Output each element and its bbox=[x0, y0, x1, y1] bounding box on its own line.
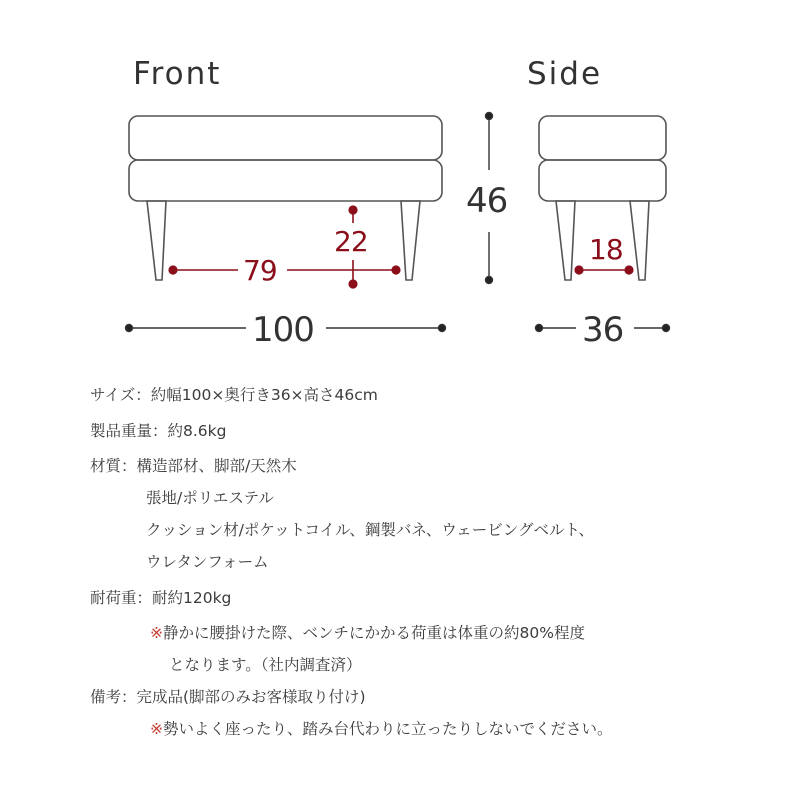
leg-span-dimension bbox=[169, 266, 400, 274]
note-asterisk-mark: ※ bbox=[150, 624, 163, 642]
spec-load-note-text: 静かに腰掛けた際、ベンチにかかる荷重は体重の約80%程度 bbox=[163, 624, 585, 642]
front-view-bench bbox=[129, 116, 442, 280]
leg-height-dimension-value: 22 bbox=[334, 225, 368, 258]
spec-remarks-note-text: 勢いよく座ったり、踏み台代わりに立ったりしないでください。 bbox=[163, 720, 613, 738]
side-left-leg bbox=[556, 201, 575, 280]
spec-load: 耐荷重：耐約120kg bbox=[90, 589, 232, 607]
height-dimension-value: 46 bbox=[466, 181, 508, 221]
spec-load-note-line-1 bbox=[150, 622, 585, 644]
front-view-label: Front bbox=[133, 56, 222, 92]
spec-remarks-note bbox=[150, 718, 613, 740]
side-leg-span-dimension-value: 18 bbox=[589, 233, 623, 266]
front-seat-bottom-cushion bbox=[129, 160, 442, 201]
spec-material-line-2: 張地/ポリエステル bbox=[146, 489, 274, 507]
spec-material-line-3: クッション材/ポケットコイル、鋼製バネ、ウェービングベルト、 bbox=[146, 521, 595, 539]
spec-remarks: 備考：完成品(脚部のみお客様取り付け) bbox=[90, 688, 366, 706]
spec-load-note-line-2: となります。（社内調査済） bbox=[169, 656, 362, 674]
side-seat-top-cushion bbox=[539, 116, 666, 160]
side-view-label: Side bbox=[527, 56, 603, 92]
spec-material-line-1: 材質：構造部材、脚部/天然木 bbox=[90, 457, 297, 475]
front-seat-top-cushion bbox=[129, 116, 442, 160]
note-asterisk-mark: ※ bbox=[150, 720, 163, 738]
leg-span-dimension-value: 79 bbox=[243, 254, 277, 287]
front-right-leg bbox=[401, 201, 420, 280]
spec-material-line-4: ウレタンフォーム bbox=[146, 553, 269, 571]
front-width-dimension-value: 100 bbox=[252, 310, 314, 350]
spec-size: サイズ：約幅100×奥行き36×高さ46cm bbox=[90, 386, 378, 404]
spec-weight: 製品重量：約8.6kg bbox=[90, 422, 227, 440]
side-leg-span-dimension bbox=[575, 266, 633, 274]
side-depth-dimension-value: 36 bbox=[582, 310, 624, 350]
front-left-leg bbox=[147, 201, 166, 280]
side-seat-bottom-cushion bbox=[539, 160, 666, 201]
